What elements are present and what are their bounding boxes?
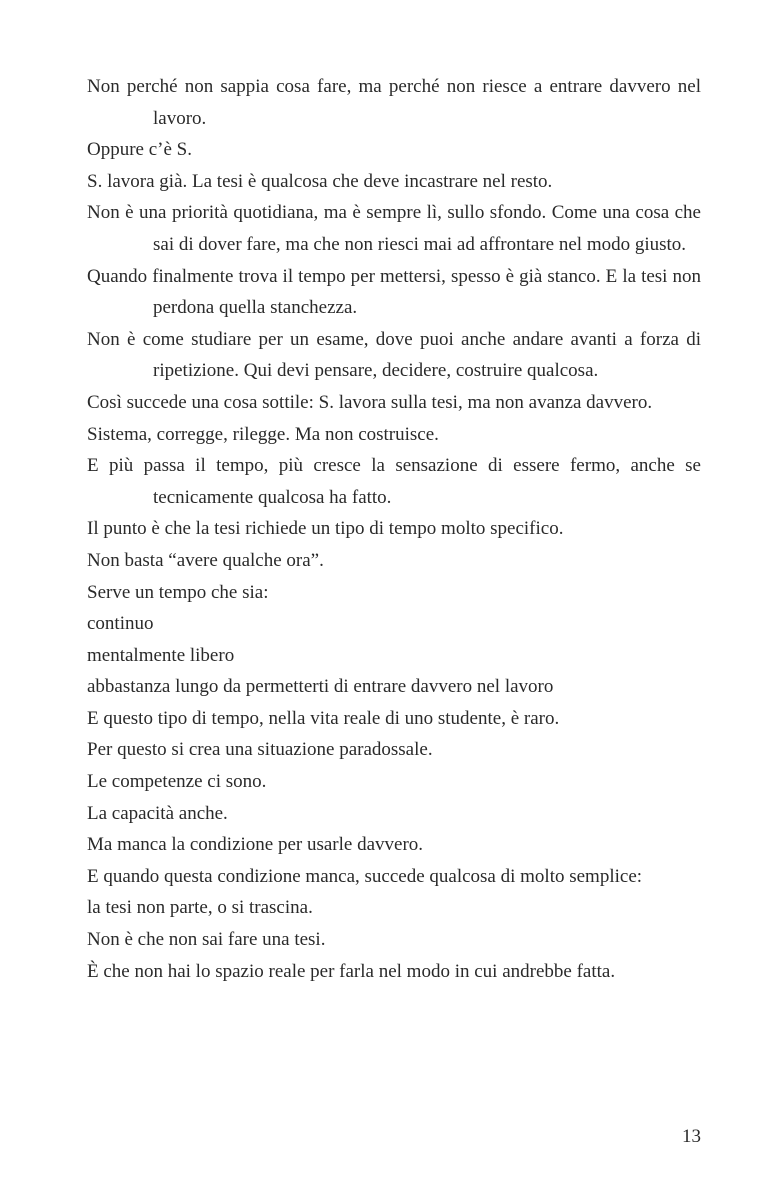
paragraph: Così succede una cosa sottile: S. lavora sulla tesi, ma non avanza davvero. (87, 391, 653, 413)
paragraph: Le competenze ci sono. (87, 771, 267, 793)
paragraph: Non è che non sai fare una tesi. (87, 929, 326, 951)
paragraph: Non basta “avere qualche ora”. (87, 549, 324, 571)
paragraph: Serve un tempo che sia: (87, 581, 269, 603)
list-item: mentalmente libero (87, 644, 235, 666)
paragraph: E questo tipo di tempo, nella vita reale di uno studente, è raro. (87, 707, 560, 729)
page-number: 13 (682, 1126, 701, 1147)
paragraph: E quando questa condizione manca, succede qualcosa di molto semplice: (87, 865, 643, 887)
paragraph: Non è come studiare per un esame, dove puoi anche andare avanti a forza di ripetizione. Qui devi pensare, decidere, costruire qualcosa. (87, 328, 701, 382)
paragraph: Sistema, corregge, rilegge. Ma non costruisce. (87, 423, 439, 445)
paragraph: Per questo si crea una situazione paradossale. (87, 739, 433, 761)
paragraph: È che non hai lo spazio reale per farla nel modo in cui andrebbe fatta. (87, 960, 616, 982)
list-item: continuo (87, 613, 154, 635)
list-item: abbastanza lungo da permetterti di entrare davvero nel lavoro (87, 676, 554, 698)
paragraph: Non perché non sappia cosa fare, ma perché non riesce a entrare davvero nel lavoro. (87, 76, 701, 129)
paragraph: Oppure c’è S. (87, 139, 192, 161)
paragraph: S. lavora già. La tesi è qualcosa che deve incastrare nel resto. (87, 170, 553, 192)
paragraph: Il punto è che la tesi richiede un tipo di tempo molto specifico. (87, 518, 564, 540)
paragraph: La capacità anche. (87, 802, 228, 824)
paragraph: Non è una priorità quotidiana, ma è sempre lì, sullo sfondo. Come una cosa che sai di dover fare, ma che non riesci mai ad affrontare nel modo giusto. (87, 202, 701, 255)
paragraph: la tesi non parte, o si trascina. (87, 897, 313, 919)
paragraph: E più passa il tempo, più cresce la sensazione di essere fermo, anche se tecnicamente qualcosa ha fatto. (87, 455, 701, 508)
paragraph: Quando finalmente trova il tempo per mettersi, spesso è già stanco. E la tesi non perdona quella stanchezza. (87, 265, 701, 319)
paragraph: Ma manca la condizione per usarle davvero. (87, 834, 424, 856)
body-text (87, 71, 701, 987)
